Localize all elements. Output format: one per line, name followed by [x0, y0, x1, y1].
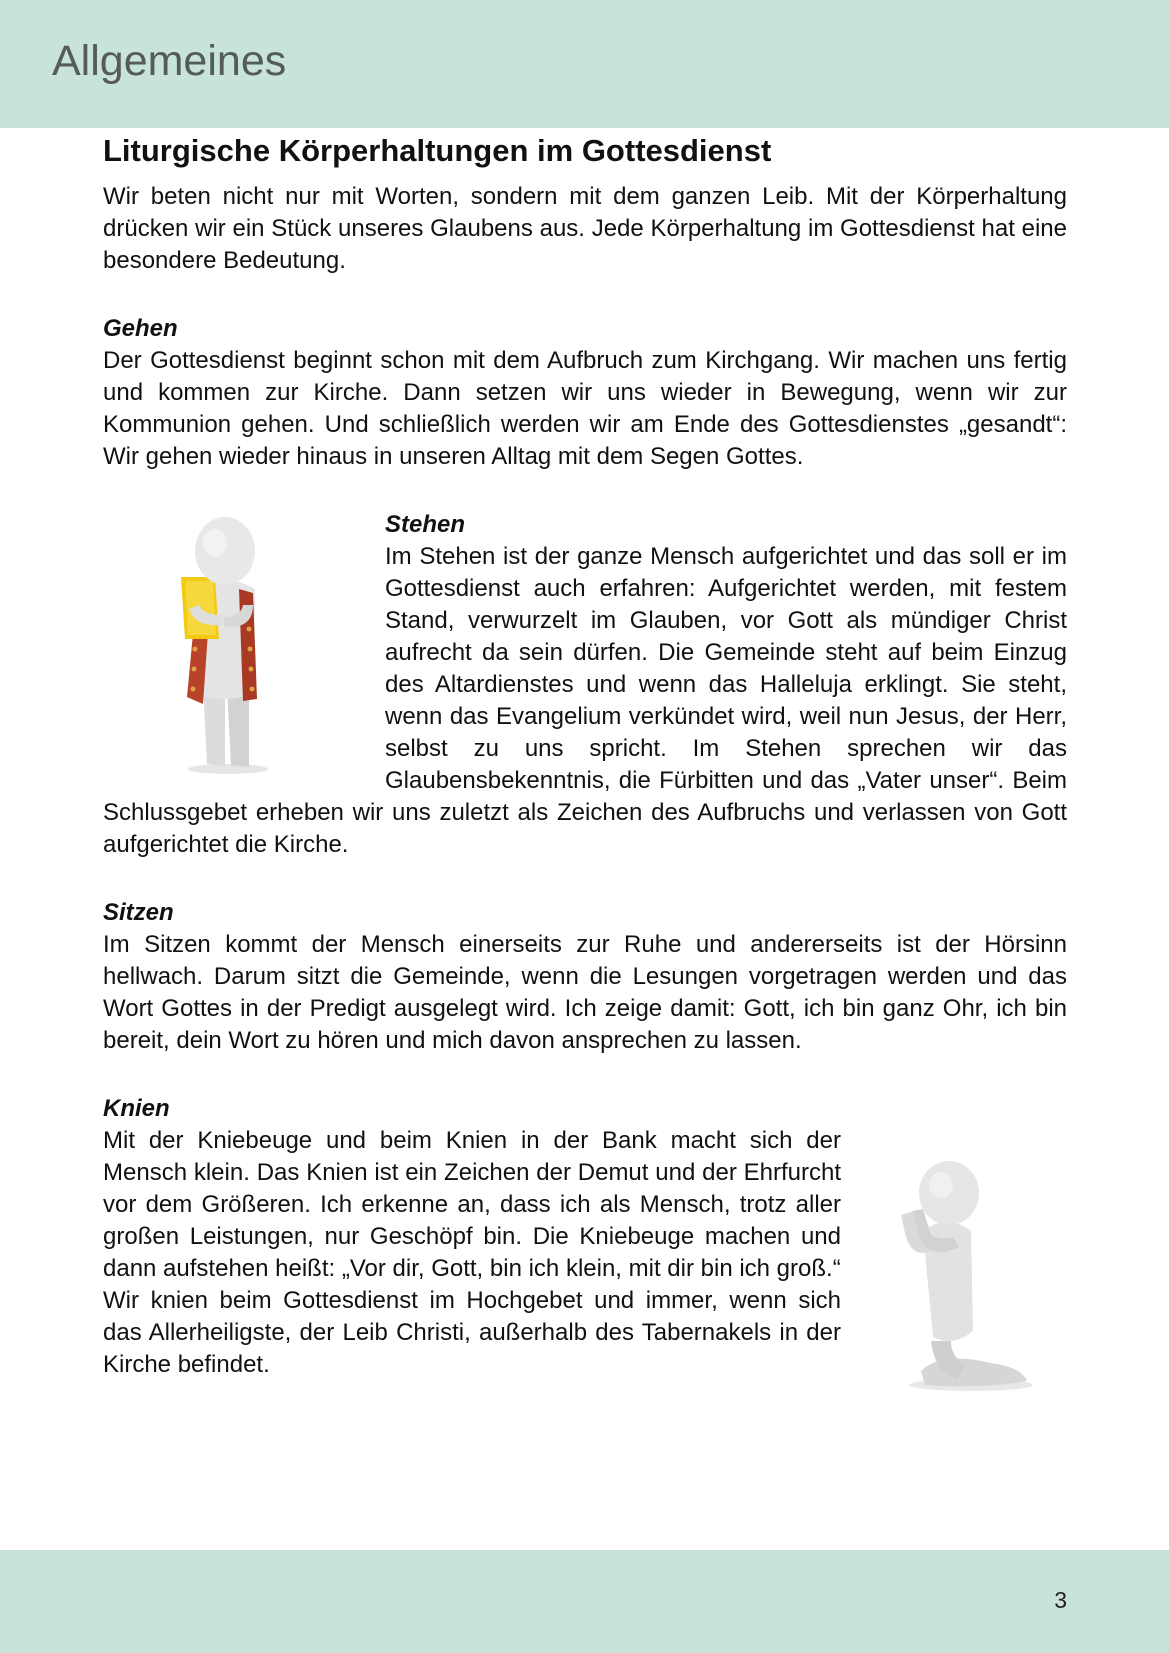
section-knien [103, 1093, 1067, 1415]
standing-figure-icon [103, 509, 385, 777]
section-gehen [103, 313, 1067, 473]
article [103, 131, 1067, 1415]
header-title: Allgemeines [52, 37, 287, 85]
section-text-sitzen: Im Sitzen kommt der Mensch einerseits zur Ruhe und andererseits ist der Hörsinn hellwach. Darum sitzt die Gemeinde, wenn die Lesungen vorgetragen werden und das Wort Gottes in der Predigt ausgelegt wird. Ich zeige damit: Gott, ich bin ganz Ohr, ich bin bereit, dein Wort zu hören und mich davon ansprechen zu lassen. [103, 931, 1067, 1054]
intro-paragraph: Wir beten nicht nur mit Worten, sondern mit dem ganzen Leib. Mit der Körperhaltung drücken wir ein Stück unseres Glaubens aus. Jede Körperhaltung im Gottesdienst hat eine besondere Bedeutung. [103, 183, 1067, 274]
section-heading-knien: Knien [103, 1095, 170, 1122]
section-text-gehen: Der Gottesdienst beginnt schon mit dem Aufbruch zum Kirchgang. Wir machen uns fertig und kommen zur Kirche. Dann setzen wir uns wieder in Bewegung, wenn wir zur Kommunion gehen. Und schließlich werden wir am Ende des Gottesdienstes „gesandt“: Wir gehen wieder hinaus in unseren Alltag mit dem Segen Gottes. [103, 347, 1067, 470]
kneeling-figure-icon [861, 1141, 1067, 1415]
section-sitzen [103, 897, 1067, 1057]
footer-band [0, 1550, 1169, 1653]
article-title: Liturgische Körperhaltungen im Gottesdienst [103, 133, 772, 168]
page-number: 3 [1054, 1587, 1067, 1613]
section-heading-sitzen: Sitzen [103, 899, 174, 926]
section-heading-stehen: Stehen [385, 511, 466, 538]
section-heading-gehen: Gehen [103, 315, 178, 342]
section-stehen [103, 509, 1067, 861]
section-text-knien-1: Mit der Kniebeuge und beim Knien in der Bank macht sich der Mensch klein. Das Knien ist ein Zeichen der Demut und der Ehrfurcht vor dem Größeren. Ich erkenne an, dass ich als Mensch, trotz aller großen Leistungen, nur Geschöpf bin. Die Kniebeuge machen und dann aufstehen heißt: „Vor dir, Gott, bin ich klein, mit dir bin ich groß.“ [103, 1127, 841, 1282]
section-text-stehen: Im Stehen ist der ganze Mensch aufgerichtet und das soll er im Gottesdienst auch erfahren: Aufgerichtet werden, mit festem Stand, verwurzelt im Glauben, vor Gott als mündiger Christ aufrecht da sein dürfen. Die Gemeinde steht auf beim Einzug des Altardienstes und wenn das Halleluja erklingt. Sie steht, wenn das Evangelium verkündet wird, weil nun Jesus, der Herr, selbst zu uns spricht. Im Stehen sprechen wir das Glaubensbekenntnis, die Fürbitten und das „Vater unser“. Beim Schlussgebet erheben wir uns zuletzt als Zeichen des Aufbruchs und verlassen von Gott aufgerichtet die Kirche. [103, 543, 1067, 858]
section-text-knien-2: Wir knien beim Gottesdienst im Hochgebet und immer, wenn sich das Allerheiligste, der Leib Christi, außerhalb des Tabernakels in der Kirche befindet. [103, 1287, 841, 1378]
